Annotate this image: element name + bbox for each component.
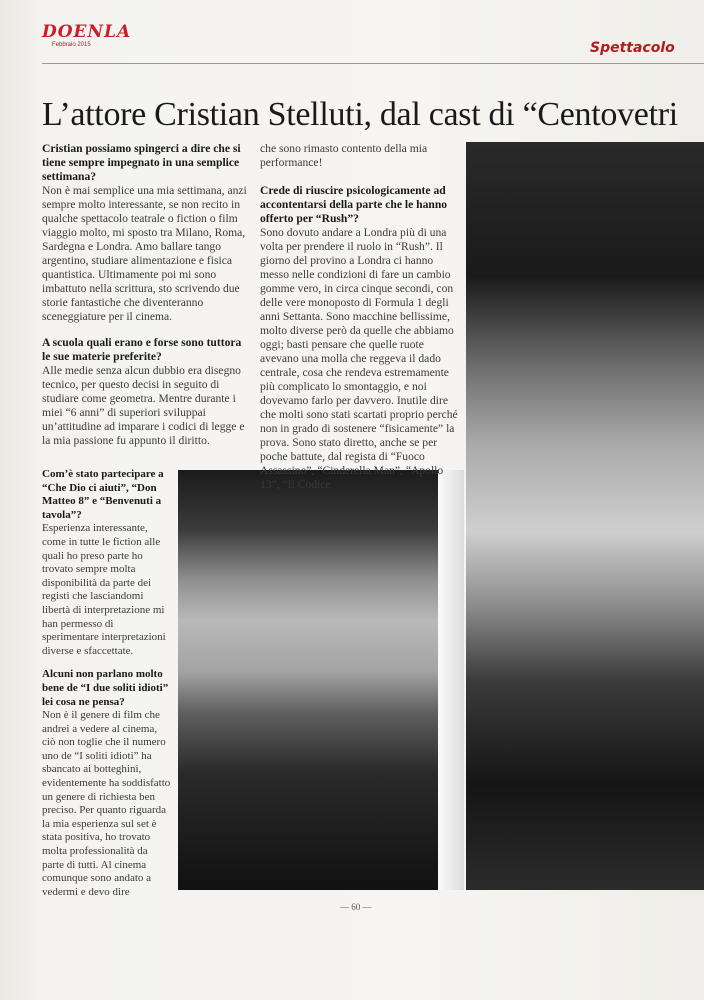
magazine-logo: DOENLA: [42, 22, 132, 42]
page-number: — 60 —: [340, 902, 372, 912]
answer: Non è mai semplice una mia settimana, anzi sempre molto interessante, se non recito in qualche spettacolo teatrale o fiction o film viaggio molto, mi sposto tra Milano, Roma, Sardegna e Londra. Amo ballare tango argentino, studiare alimentazione e fisica quantistica. Ultimamente poi mi sono imbattuto nella scrittura, sto scrivendo due storie fantastiche che diventeranno sceneggiature per il cinema.: [42, 184, 247, 323]
answer: che sono rimasto contento della mia performance!: [260, 142, 428, 169]
photo-light-strip: [438, 470, 464, 890]
question: Cristian possiamo spingerci a dire che si tiene sempre impegnato in una semplice settimana?: [42, 142, 241, 183]
answer: Non è il genere di film che andrei a vedere al cinema, ciò non toglie che il numero uno de “I soliti idioti” ha sbancato ai botteghini, evidentemente ha soddisfatto un genere di richiesta ben preciso. Per quanto riguarda la mia esperienza sul set è stata positiva, ho trovato molta professionalità da parte di tutti. Al cinema comunque sono andato a vedermi e devo dire: [42, 709, 171, 898]
column-3: [42, 468, 172, 899]
column-2: [260, 142, 460, 492]
header-rule: [42, 63, 704, 64]
column-1: [42, 142, 250, 448]
answer: Alle medie senza alcun dubbio era disegno tecnico, per questo decisi in seguito di studiare come geometra. Mentre durante i miei “6 anni” di superiori sviluppai un’attitudine ad imparare i codici di legge e la mia passione fu appunto il diritto.: [42, 364, 245, 447]
portrait-photo-large: [466, 142, 704, 890]
question: Alcuni non parlano molto bene de “I due soliti idioti” lei cosa ne pensa?: [42, 668, 169, 708]
article-title: L’attore Cristian Stelluti, dal cast di “Centovetri: [42, 96, 678, 133]
question: Com’è stato partecipare a “Che Dio ci aiuti”, “Don Matteo 8” e “Benvenuti a tavola”?: [42, 468, 164, 521]
section-label: Spettacolo: [590, 40, 675, 56]
question: A scuola quali erano e forse sono tuttora le sue materie preferite?: [42, 336, 242, 363]
question: Crede di riuscire psicologicamente ad accontentarsi della parte che le hanno offerto per “Rush”?: [260, 184, 448, 225]
issue-date: Febbraio 2015: [52, 42, 91, 48]
portrait-photo-small: [178, 470, 464, 890]
answer: Esperienza interessante, come in tutte le fiction alle quali ho preso parte ho trovato sempre molta disponibilità da parte dei registi che lasciandomi libertà di interpretazione mi han permesso di sperimentare interpretazioni diverse e sfaccettate.: [42, 522, 166, 657]
answer: Sono dovuto andare a Londra più di una volta per prendere il ruolo in “Rush”. Il giorno del provino a Londra ci hanno messo nelle condizioni di fare un cambio gomme vero, in circa cinque secondi, con delle vere monoposto di Formula 1 degli anni Settanta. Sono macchine bellissime, molto diverse però da quelle che abbiamo oggi; basti pensare che quelle ruote avevano una molla che reggeva il dado centrale, cosa che rendeva estremamente più complicato lo smontaggio, e noi dovevamo farlo per davvero. Inutile dire che molti sono stati scartati proprio perché non in grado di sostenere “fisicamente” la prova. Sono stato diretto, anche se per poche battute, dal regista di “Fuoco Assassino”, “Cinderella Man”, “Apollo 13”, “Il Codice: [260, 226, 458, 491]
